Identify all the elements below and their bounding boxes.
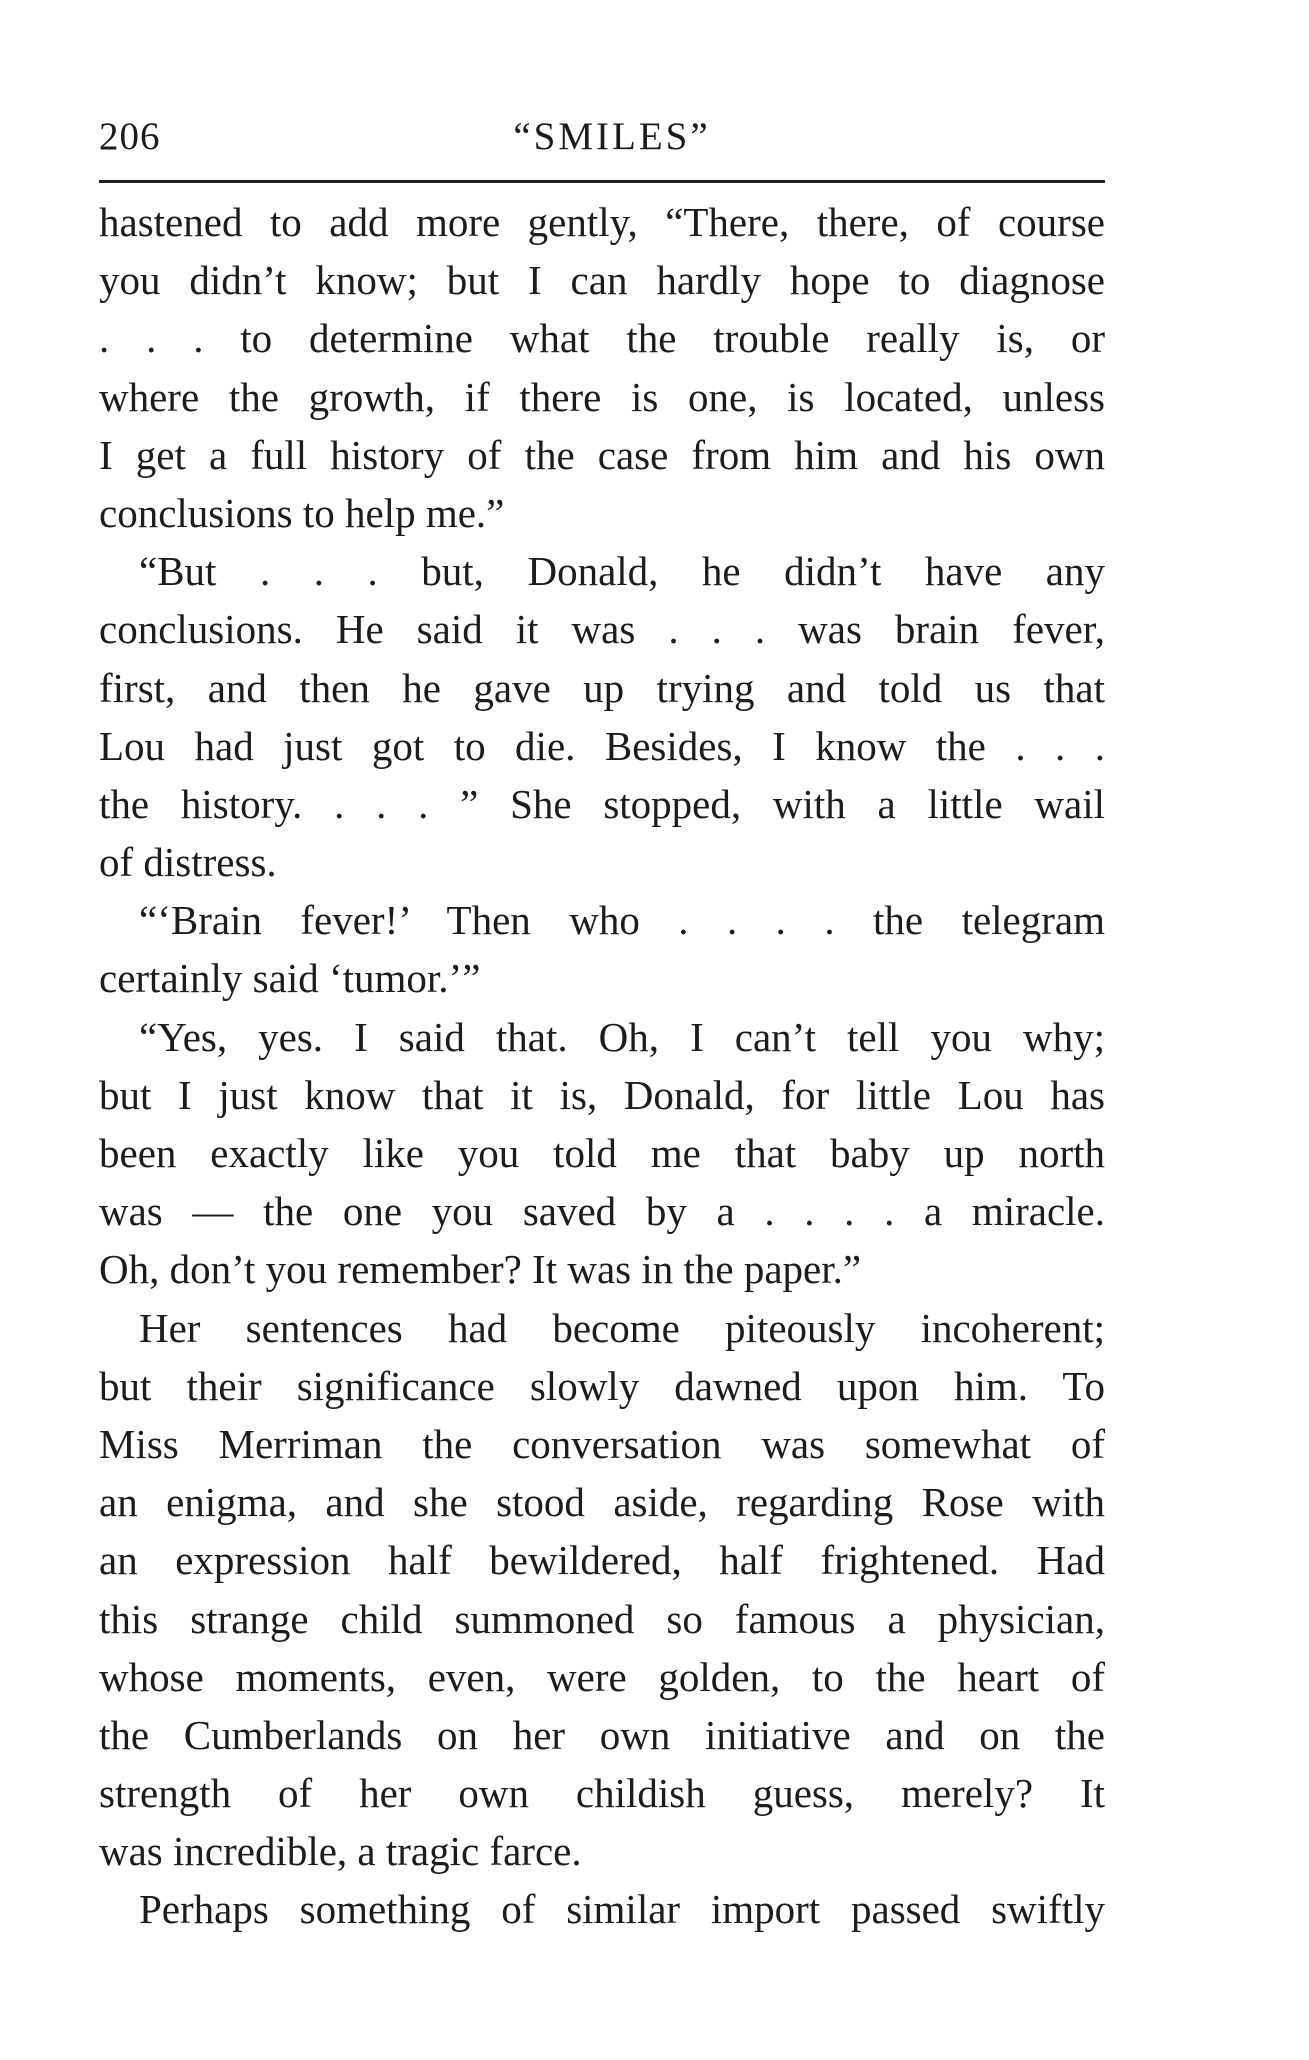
text-line: “Yes, yes. I said that. Oh, I can’t tell you why; [139,1013,1105,1060]
running-title: “SMILES” [513,115,711,158]
text-line: . . . to determine what the trouble really is, or [99,315,1105,362]
text-line: whose moments, even, were golden, to the heart of [99,1653,1105,1700]
text-line: Lou had just got to die. Besides, I know the . . . [99,722,1105,769]
page-number: 206 [99,115,161,158]
text-line: you didn’t know; but I can hardly hope to diagnose [99,257,1105,304]
body-text [99,193,1105,1939]
text-line: was incredible, a tragic farce. [99,1828,582,1875]
text-line: conclusions. He said it was . . . was brain fever, [99,606,1105,653]
text-line: an expression half bewildered, half frightened. Had [99,1537,1105,1584]
text-line: been exactly like you told me that baby up north [99,1130,1105,1176]
text-line: conclusions to help me.” [99,489,505,536]
text-line: certainly said ‘tumor.’” [99,955,481,1002]
text-line: “‘Brain fever!’ Then who . . . . the telegram [139,897,1105,944]
text-line: I get a full history of the case from him and his own [99,431,1105,478]
text-line: hastened to add more gently, “There, there, of course [99,199,1105,245]
text-line: but their significance slowly dawned upon him. To [99,1362,1105,1409]
text-line: Miss Merriman the conversation was somewhat of [99,1420,1105,1467]
text-line: the Cumberlands on her own initiative and on the [99,1711,1105,1758]
text-line: was — the one you saved by a . . . . a miracle. [99,1188,1105,1235]
text-line: Oh, don’t you remember? It was in the paper.” [99,1246,862,1293]
header-rule [99,180,1105,183]
text-line: Perhaps something of similar import passed swiftly [139,1886,1105,1933]
text-line: but I just know that it is, Donald, for little Lou has [99,1071,1105,1118]
text-line: Her sentences had become piteously incoherent; [139,1304,1105,1351]
text-line: the history. . . . ” She stopped, with a little wail [99,780,1105,827]
text-line: an enigma, and she stood aside, regarding Rose with [99,1479,1105,1526]
text-line: of distress. [99,839,277,886]
text-line: first, and then he gave up trying and told us that [99,664,1105,711]
text-line: this strange child summoned so famous a physician, [99,1595,1105,1642]
page-header [99,108,1105,180]
text-line: strength of her own childish guess, merely? It [99,1770,1105,1817]
text-line: “But . . . but, Donald, he didn’t have any [139,548,1105,595]
text-line: where the growth, if there is one, is located, unless [99,373,1105,420]
